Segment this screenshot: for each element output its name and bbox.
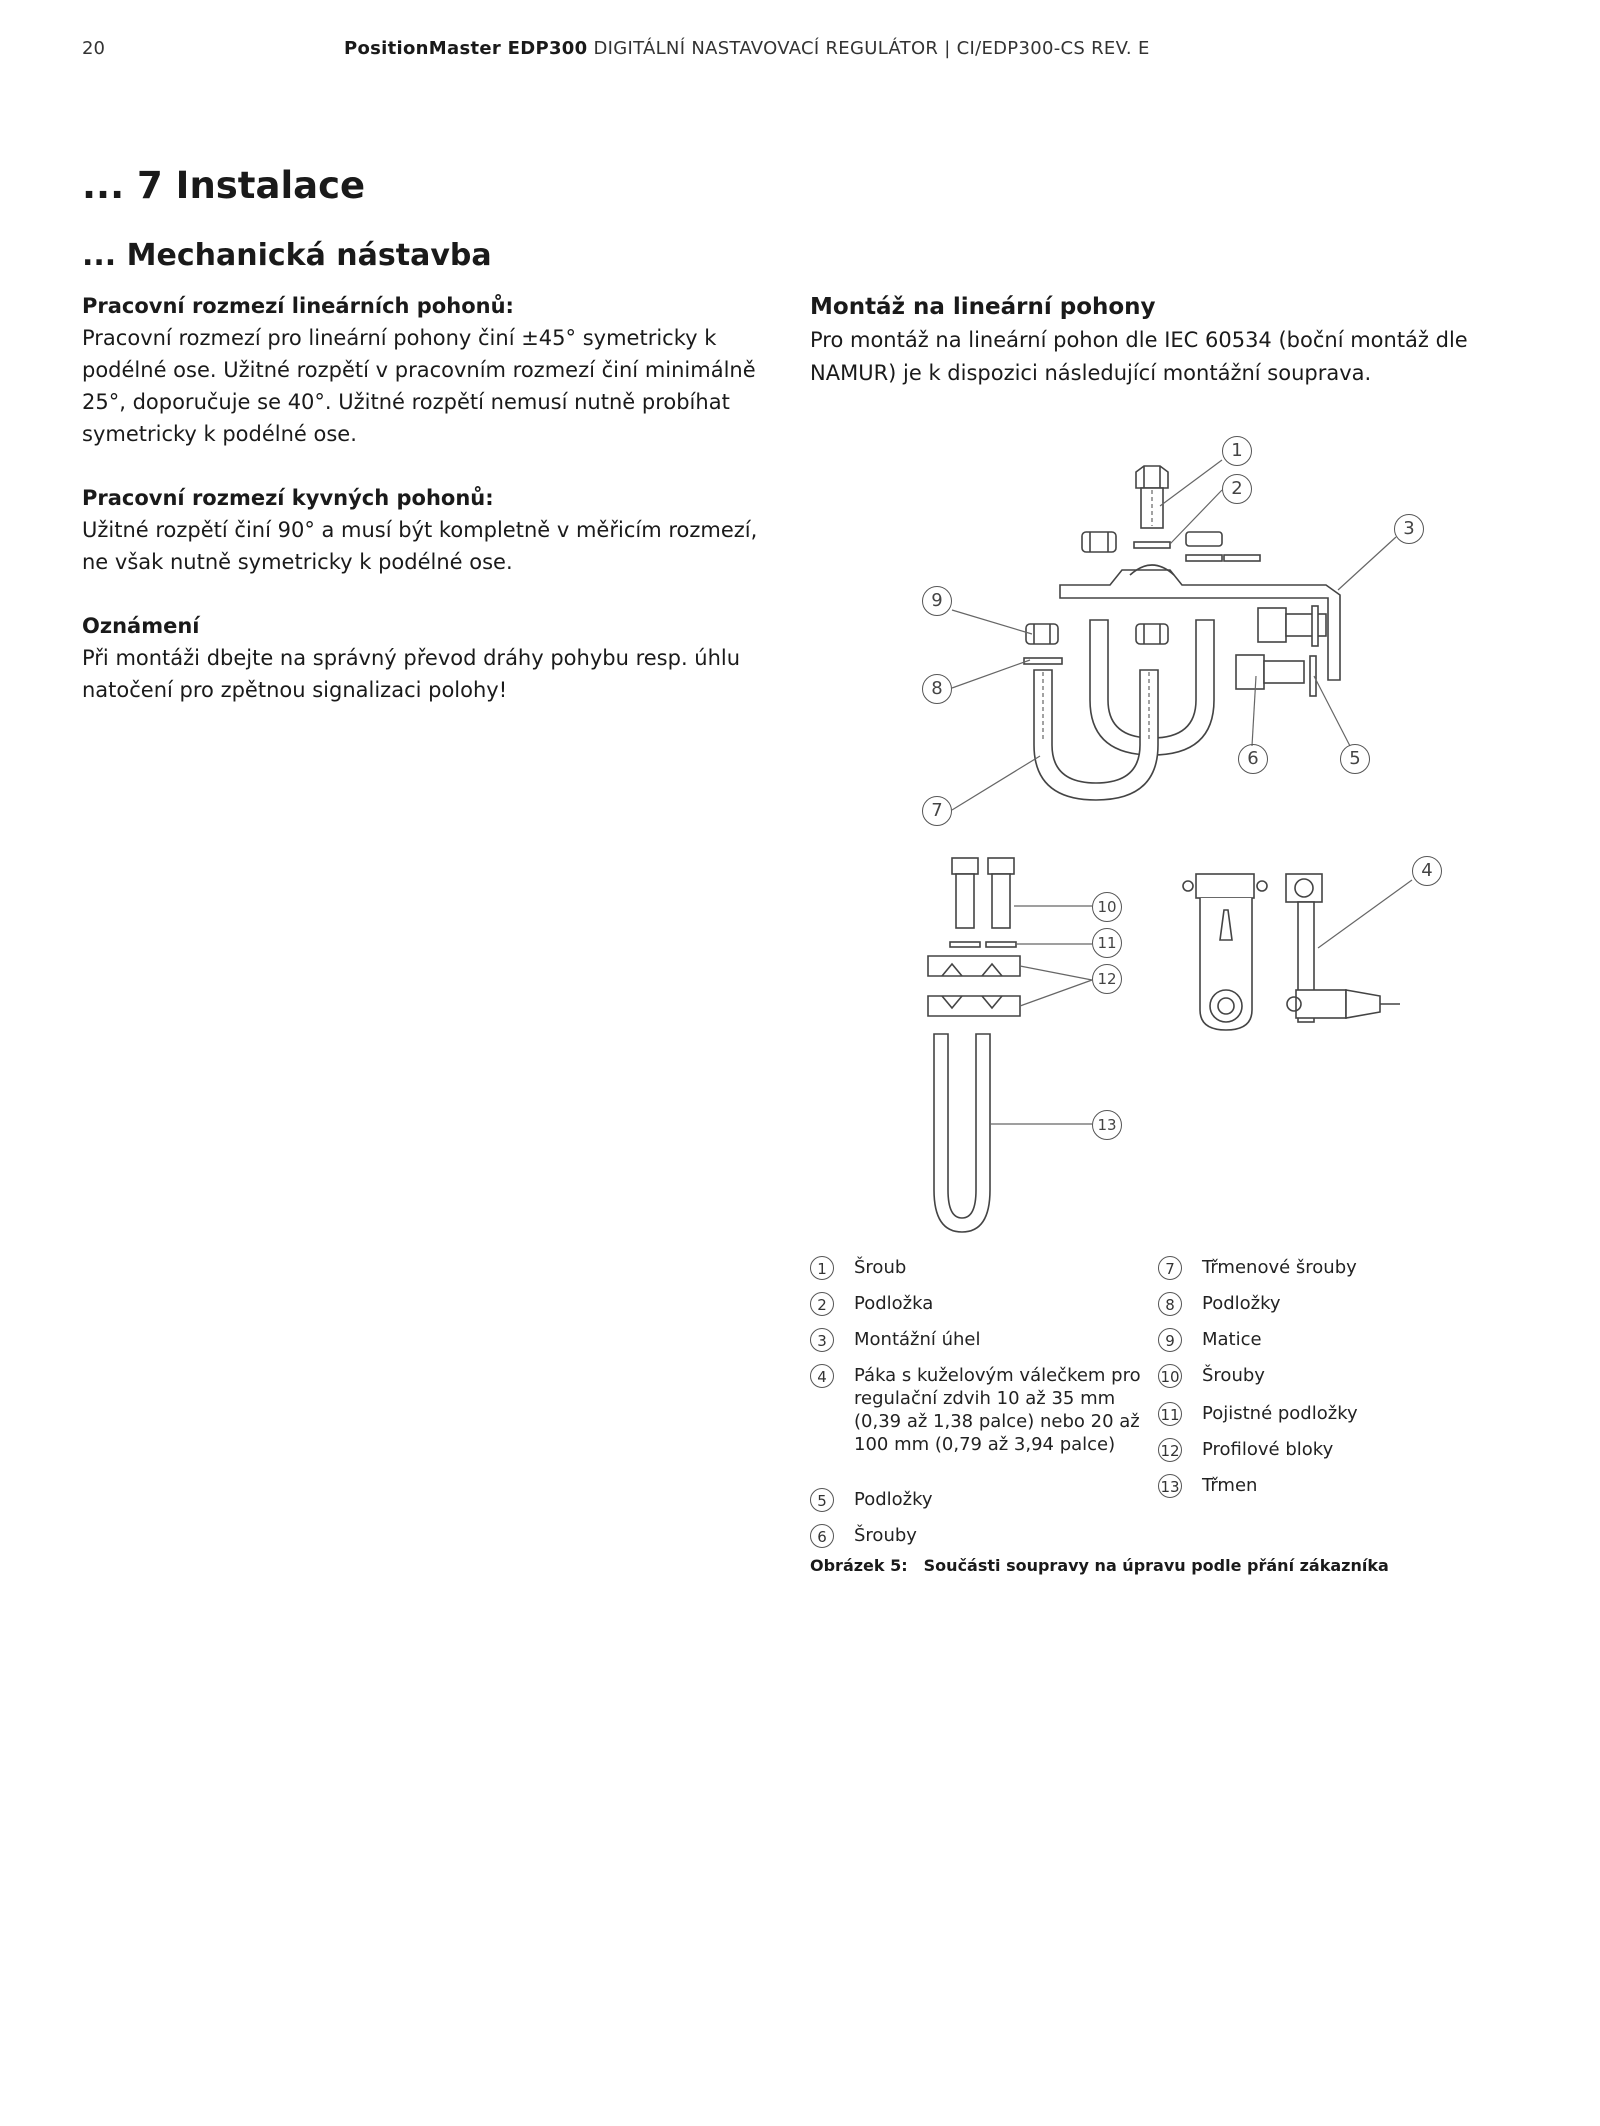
header-title-rest: DIGITÁLNÍ NASTAVOVACÍ REGULÁTOR | CI/EDP300-CS REV. E xyxy=(587,38,1150,59)
callout-7: 7 xyxy=(922,796,952,826)
callout-2: 2 xyxy=(1222,474,1252,504)
legend-label: Šrouby xyxy=(1202,1365,1265,1386)
legend-number: 12 xyxy=(1158,1438,1182,1462)
callout-5: 5 xyxy=(1340,744,1370,774)
legend-number: 6 xyxy=(810,1524,834,1548)
callout-8: 8 xyxy=(922,674,952,704)
legend-number: 13 xyxy=(1158,1474,1182,1498)
subsection-title: ... Mechanická nástavba xyxy=(82,238,492,273)
legend-label: Třmen xyxy=(1202,1475,1258,1496)
caption-text: Součásti soupravy na úpravu podle přání zákazníka xyxy=(923,1556,1389,1575)
right-heading: Montáž na lineární pohony xyxy=(810,294,1156,320)
block-subheading: Pracovní rozmezí lineárních pohonů: xyxy=(82,294,514,318)
legend-number: 11 xyxy=(1158,1402,1182,1426)
header-product: PositionMaster EDP300 xyxy=(344,38,588,59)
right-intro: Pro montáž na lineární pohon dle IEC 60534 (boční montáž dle NAMUR) je k dispozici následující montážní souprava. xyxy=(810,328,1468,385)
block-text: Při montáži dbejte na správný převod dráhy pohybu resp. úhlu natočení pro zpětnou signalizaci polohy! xyxy=(82,646,741,702)
page-number: 20 xyxy=(82,38,105,59)
callout-6: 6 xyxy=(1238,744,1268,774)
legend-label: Profilové bloky xyxy=(1202,1439,1334,1460)
legend-label: Šrouby xyxy=(854,1525,917,1546)
callout-4: 4 xyxy=(1412,856,1442,886)
legend-label: Montážní úhel xyxy=(854,1329,981,1350)
legend-number: 2 xyxy=(810,1292,834,1316)
legend-number: 4 xyxy=(810,1364,834,1388)
callout-11: 11 xyxy=(1092,928,1122,958)
block-text: Užitné rozpětí činí 90° a musí být kompletně v měřicím rozmezí, ne však nutně symetricky k podélné ose. xyxy=(82,518,758,574)
legend-label: Páka s kuželovým válečkem pro regulační zdvih 10 až 35 mm (0,39 až 1,38 palce) nebo 20 až 100 mm (0,79 až 3,94 palce) xyxy=(854,1365,1141,1455)
legend-number: 3 xyxy=(810,1328,834,1352)
legend-label: Třmenové šrouby xyxy=(1202,1257,1357,1278)
legend-label: Podložka xyxy=(854,1293,934,1314)
section-title: ... 7 Instalace xyxy=(82,164,366,207)
block-subheading: Oznámení xyxy=(82,614,200,638)
callout-13: 13 xyxy=(1092,1110,1122,1140)
legend-label: Podložky xyxy=(854,1489,933,1510)
block-subheading: Pracovní rozmezí kyvných pohonů: xyxy=(82,486,494,510)
callout-10: 10 xyxy=(1092,892,1122,922)
legend-label: Matice xyxy=(1202,1329,1262,1350)
callout-3: 3 xyxy=(1394,514,1424,544)
block-text: Pracovní rozmezí pro lineární pohony činí ±45° symetricky k podélné ose. Užitné rozpětí v pracovním rozmezí činí minimálně 25°, doporučuje se 40°. Užitné rozpětí nemusí nutně probíhat symetricky k podélné ose. xyxy=(82,326,756,446)
legend-number: 9 xyxy=(1158,1328,1182,1352)
legend-number: 1 xyxy=(810,1256,834,1280)
callout-12: 12 xyxy=(1092,964,1122,994)
caption-label: Obrázek 5: xyxy=(810,1556,908,1575)
legend-number: 7 xyxy=(1158,1256,1182,1280)
legend-label: Podložky xyxy=(1202,1293,1281,1314)
figure-caption xyxy=(810,1556,1389,1575)
legend-number: 8 xyxy=(1158,1292,1182,1316)
callout-9: 9 xyxy=(922,586,952,616)
legend-label: Pojistné podložky xyxy=(1202,1403,1358,1424)
legend-number: 10 xyxy=(1158,1364,1182,1388)
legend-number: 5 xyxy=(810,1488,834,1512)
legend-label: Šroub xyxy=(854,1257,907,1278)
callout-1: 1 xyxy=(1222,436,1252,466)
